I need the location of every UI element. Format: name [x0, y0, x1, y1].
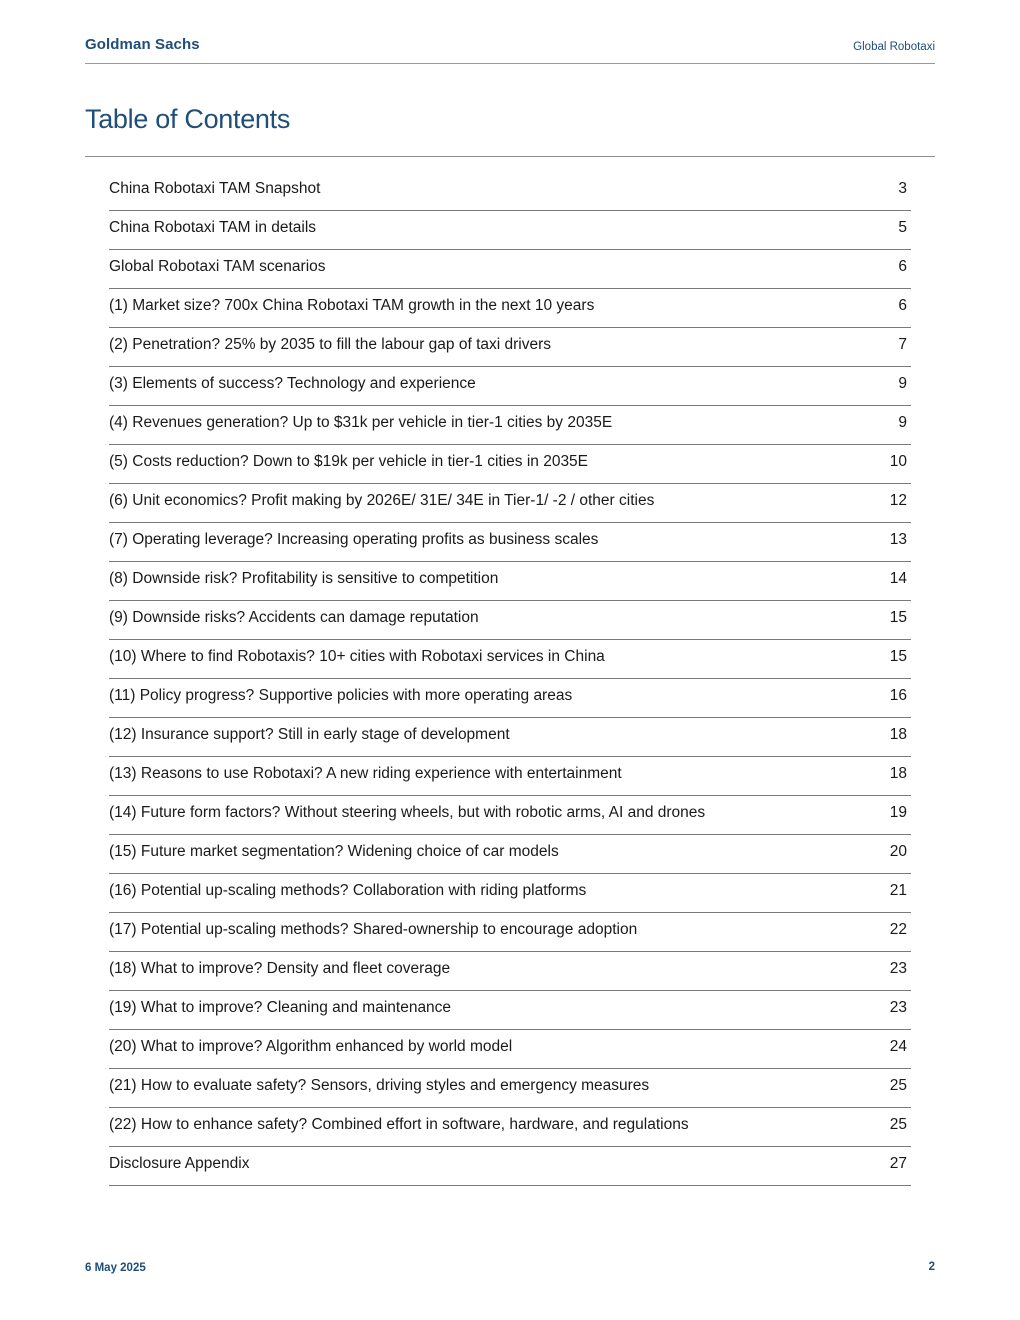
toc-entry-page[interactable]: 10	[889, 453, 907, 470]
toc-entry[interactable]	[109, 367, 911, 406]
heading-divider	[85, 156, 935, 157]
toc-entry-page[interactable]: 19	[889, 804, 907, 821]
toc-entry-page[interactable]: 20	[889, 843, 907, 860]
toc-entry[interactable]	[109, 796, 911, 835]
toc-entry[interactable]	[109, 328, 911, 367]
toc-entry[interactable]	[109, 952, 911, 991]
report-title: Global Robotaxi	[853, 41, 935, 53]
toc-list	[109, 172, 911, 1186]
toc-entry-page[interactable]: 9	[898, 375, 907, 392]
toc-entry-title[interactable]: (20) What to improve? Algorithm enhanced by world model	[109, 1038, 513, 1055]
toc-entry-title[interactable]: (13) Reasons to use Robotaxi? A new riding experience with entertainment	[109, 765, 622, 782]
toc-entry[interactable]	[109, 1108, 911, 1147]
toc-entry[interactable]	[109, 172, 911, 211]
toc-entry-title[interactable]: Disclosure Appendix	[109, 1155, 250, 1172]
toc-entry[interactable]	[109, 757, 911, 796]
toc-entry[interactable]	[109, 874, 911, 913]
toc-entry-title[interactable]: (5) Costs reduction? Down to $19k per vehicle in tier-1 cities in 2035E	[109, 453, 589, 470]
toc-entry-page[interactable]: 7	[898, 336, 907, 353]
toc-entry-title[interactable]: (1) Market size? 700x China Robotaxi TAM growth in the next 10 years	[109, 297, 595, 314]
toc-entry[interactable]	[109, 484, 911, 523]
toc-entry[interactable]	[109, 913, 911, 952]
toc-entry[interactable]	[109, 523, 911, 562]
toc-entry-title[interactable]: (21) How to evaluate safety? Sensors, driving styles and emergency measures	[109, 1077, 650, 1094]
toc-entry-title[interactable]: (6) Unit economics? Profit making by 2026E/ 31E/ 34E in Tier-1/ -2 / other cities	[109, 492, 655, 509]
brand-name: Goldman Sachs	[85, 36, 200, 53]
toc-entry-title[interactable]: China Robotaxi TAM Snapshot	[109, 180, 321, 197]
toc-entry-title[interactable]: (9) Downside risks? Accidents can damage reputation	[109, 609, 479, 626]
toc-entry-page[interactable]: 27	[889, 1155, 907, 1172]
toc-entry-page[interactable]: 5	[898, 219, 907, 236]
toc-entry-page[interactable]: 14	[889, 570, 907, 587]
toc-entry-page[interactable]: 23	[889, 960, 907, 977]
toc-entry-title[interactable]: (11) Policy progress? Supportive policies with more operating areas	[109, 687, 573, 704]
toc-entry-title[interactable]: (17) Potential up-scaling methods? Shared-ownership to encourage adoption	[109, 921, 638, 938]
toc-heading: Table of Contents	[85, 104, 291, 134]
toc-entry-page[interactable]: 25	[889, 1077, 907, 1094]
toc-entry-page[interactable]: 15	[889, 648, 907, 665]
toc-entry[interactable]	[109, 718, 911, 757]
toc-entry[interactable]	[109, 562, 911, 601]
toc-entry-title[interactable]: (7) Operating leverage? Increasing operating profits as business scales	[109, 531, 599, 548]
toc-entry-title[interactable]: (22) How to enhance safety? Combined effort in software, hardware, and regulations	[109, 1116, 689, 1133]
toc-entry-page[interactable]: 15	[889, 609, 907, 626]
toc-entry-title[interactable]: Global Robotaxi TAM scenarios	[109, 258, 326, 275]
toc-entry-page[interactable]: 22	[889, 921, 907, 938]
toc-entry-page[interactable]: 25	[889, 1116, 907, 1133]
toc-entry-title[interactable]: (3) Elements of success? Technology and experience	[109, 375, 476, 392]
toc-entry-page[interactable]: 18	[889, 765, 907, 782]
toc-entry-page[interactable]: 24	[889, 1038, 907, 1055]
toc-entry-title[interactable]: (14) Future form factors? Without steering wheels, but with robotic arms, AI and drones	[109, 804, 706, 821]
toc-entry-title[interactable]: (16) Potential up-scaling methods? Collaboration with riding platforms	[109, 882, 587, 899]
toc-entry[interactable]	[109, 1147, 911, 1186]
toc-entry-page[interactable]: 12	[889, 492, 907, 509]
toc-entry[interactable]	[109, 211, 911, 250]
toc-entry-page[interactable]: 9	[898, 414, 907, 431]
page-header	[85, 35, 935, 64]
footer-date: 6 May 2025	[85, 1262, 146, 1274]
toc-entry[interactable]	[109, 601, 911, 640]
toc-entry[interactable]	[109, 1030, 911, 1069]
toc-entry-page[interactable]: 21	[889, 882, 907, 899]
toc-entry-page[interactable]: 23	[889, 999, 907, 1016]
toc-entry[interactable]	[109, 991, 911, 1030]
toc-entry-page[interactable]: 16	[889, 687, 907, 704]
toc-entry-title[interactable]: China Robotaxi TAM in details	[109, 219, 317, 236]
toc-entry[interactable]	[109, 1069, 911, 1108]
toc-entry[interactable]	[109, 679, 911, 718]
toc-entry-title[interactable]: (12) Insurance support? Still in early stage of development	[109, 726, 510, 743]
toc-entry-title[interactable]: (15) Future market segmentation? Widening choice of car models	[109, 843, 559, 860]
toc-entry-title[interactable]: (19) What to improve? Cleaning and maintenance	[109, 999, 452, 1016]
toc-entry-title[interactable]: (2) Penetration? 25% by 2035 to fill the labour gap of taxi drivers	[109, 336, 552, 353]
toc-entry-title[interactable]: (8) Downside risk? Profitability is sensitive to competition	[109, 570, 499, 587]
toc-entry-title[interactable]: (4) Revenues generation? Up to $31k per vehicle in tier-1 cities by 2035E	[109, 414, 613, 431]
toc-entry[interactable]	[109, 406, 911, 445]
toc-entry[interactable]	[109, 250, 911, 289]
toc-entry-title[interactable]: (18) What to improve? Density and fleet coverage	[109, 960, 451, 977]
toc-entry-page[interactable]: 18	[889, 726, 907, 743]
toc-entry[interactable]	[109, 835, 911, 874]
toc-entry-page[interactable]: 3	[898, 180, 907, 197]
toc-entry[interactable]	[109, 445, 911, 484]
footer-page-number: 2	[928, 1261, 935, 1273]
toc-entry[interactable]	[109, 289, 911, 328]
toc-entry-title[interactable]: (10) Where to find Robotaxis? 10+ cities with Robotaxi services in China	[109, 648, 605, 665]
toc-entry-page[interactable]: 6	[898, 297, 907, 314]
toc-entry-page[interactable]: 6	[898, 258, 907, 275]
toc-entry-page[interactable]: 13	[889, 531, 907, 548]
toc-entry[interactable]	[109, 640, 911, 679]
